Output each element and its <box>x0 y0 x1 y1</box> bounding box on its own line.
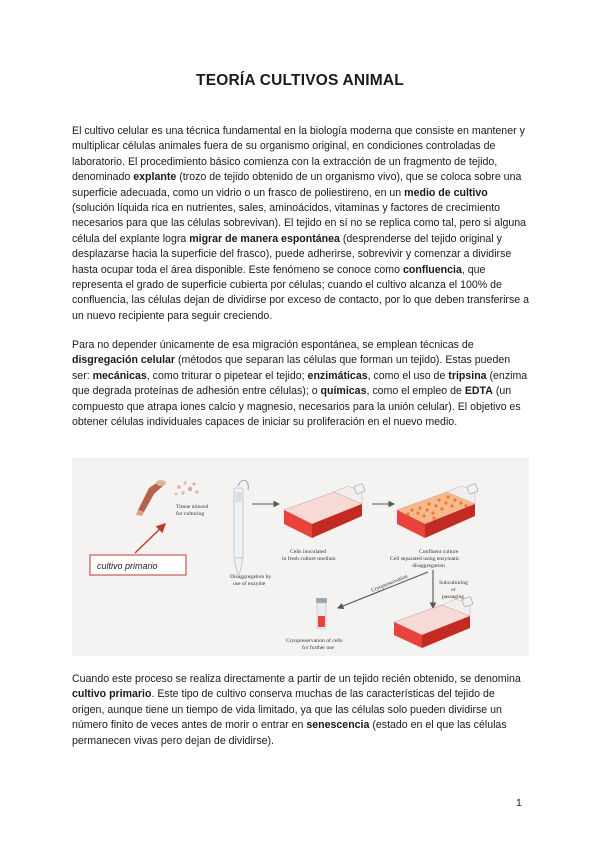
text-run: (métodos que separan las células que forman un tejido). Estas pueden ser: <box>72 354 511 382</box>
term-mecanicas: mecánicas <box>92 369 147 382</box>
label-disaggregation: Disaggregation by <box>230 574 272 580</box>
tissue-source-icon <box>136 480 166 516</box>
callout-cultivo-primario: cultivo primario <box>97 561 158 571</box>
term-senescencia: senescencia <box>306 719 370 732</box>
text-run: , que representa el grado de superficie cubierta por células; cuando el cultivo alcanza el 100% de confluencia, las células dejan de dividirse por exceso de contacto, por lo que deben transferirse a un nuevo recipiente para seguir creciendo. <box>72 263 529 322</box>
label-further-use: for further use <box>302 645 334 651</box>
flask-confluent-icon <box>397 484 478 538</box>
paragraph-disgregacion <box>72 338 530 430</box>
label-cells-inoculated: Cells inoculated <box>290 549 327 555</box>
cell-culture-diagram <box>72 458 529 656</box>
text-run: (enzima que degrada proteínas de adhesión entre células); o <box>72 369 528 398</box>
text-run: Cuando este proceso se realiza directamente a partir de un tejido recién obtenido, se denomina <box>72 673 521 685</box>
paragraph-intro <box>72 124 530 324</box>
callout-arrow <box>135 524 165 553</box>
text-run: Para no depender únicamente de esa migración espontánea, se emplean técnicas de <box>72 339 474 351</box>
term-confluencia: confluencia <box>402 263 462 276</box>
minced-tissue-icon <box>175 481 199 495</box>
label-fresh-medium: in fresh culture medium <box>282 556 336 562</box>
label-confluent: Confluent culture <box>419 549 459 555</box>
text-run: El cultivo celular es una técnica fundamental en la biología moderna que consiste en mantener y multiplicar células animales fuera de su organismo original, en condiciones controladas de laboratorio. El procedimiento básico comienza con la extracción de un fragmento de tejido, denominado <box>72 125 525 184</box>
term-disgregacion-celular: disgregación celular <box>72 354 176 367</box>
page-title: TEORÍA CULTIVOS ANIMAL <box>196 72 404 89</box>
label-cryo-cells: Cryopreservation of cells <box>286 638 343 644</box>
text-run: , como triturar o pipetear el tejido; <box>146 369 308 382</box>
text-run: (solución líquida rica en nutrientes, sales, aminoácidos, vitaminas y factores de crecimiento necesarios para que las células sobrevivan). El tejido en sí no se replica como tal, pero si alguna célula del explante logra <box>72 202 527 245</box>
cryovial-icon <box>316 598 327 629</box>
term-medio-de-cultivo: medio de cultivo <box>404 186 488 199</box>
cryo-arrow <box>338 572 428 608</box>
paragraph-cultivo-primario <box>72 672 530 749</box>
text-run: (trozo de tejido obtenido de un organismo vivo), que se coloca sobre una superficie adecuada, como un vidrio o un frasco de poliestireno, en un <box>72 171 522 199</box>
label-enzymatic-disaggregation: disaggregation <box>412 563 445 569</box>
term-enzimaticas: enzimáticas <box>307 369 368 382</box>
label-passaging: passaging <box>442 594 465 600</box>
text-run: (estado en el que las células permanecen vivas pero dejan de dividirse). <box>72 719 507 747</box>
label-subculturing: Subculturing <box>439 580 468 586</box>
text-run: , como el uso de <box>367 369 449 382</box>
text-run: , como el empleo de <box>366 385 465 398</box>
label-or: or <box>451 587 456 593</box>
term-cultivo-primario: cultivo primario <box>72 688 152 701</box>
page-number: 1 <box>516 797 522 809</box>
term-explante: explante <box>133 171 177 184</box>
flask-inoculated-icon <box>284 484 365 538</box>
label-use-of-enzyme: use of enzyme <box>233 581 266 587</box>
term-quimicas: químicas <box>320 385 367 398</box>
text-run: (un compuesto que atrapa iones calcio y magnesio, necesarios para la unión celular). El objetivo es obtener células individuales capaces de iniciar su proliferación en el nuevo medio. <box>72 385 521 429</box>
text-run: . Este tipo de cultivo conserva muchas de las características del tejido de origen, aunque tiene un tiempo de vida limitado, ya que las células solo pueden dividirse un número finito de veces antes de morir o entrar en <box>72 688 502 732</box>
label-tissue-culturing: for culturing <box>176 511 205 517</box>
term-edta: EDTA <box>464 385 493 398</box>
term-tripsina: tripsina <box>448 369 487 382</box>
text-run: (desprenderse del tejido original y desplazarse hacia la superficie del frasco), puede adherirse, sobrevivir y comenzar a dividirse hasta ocupar toda el área disponible. Este fenómeno se conoce como <box>72 232 512 276</box>
pipette-icon <box>234 480 248 574</box>
term-migrar: migrar de manera espontánea <box>189 232 340 245</box>
label-cell-separated: Cell separated using enzymatic <box>390 556 460 562</box>
label-tissue-minced: Tissue minced <box>176 504 209 510</box>
diagram-canvas <box>72 458 529 656</box>
label-cryopreservation-arrow: Cryopreservation <box>370 573 409 594</box>
